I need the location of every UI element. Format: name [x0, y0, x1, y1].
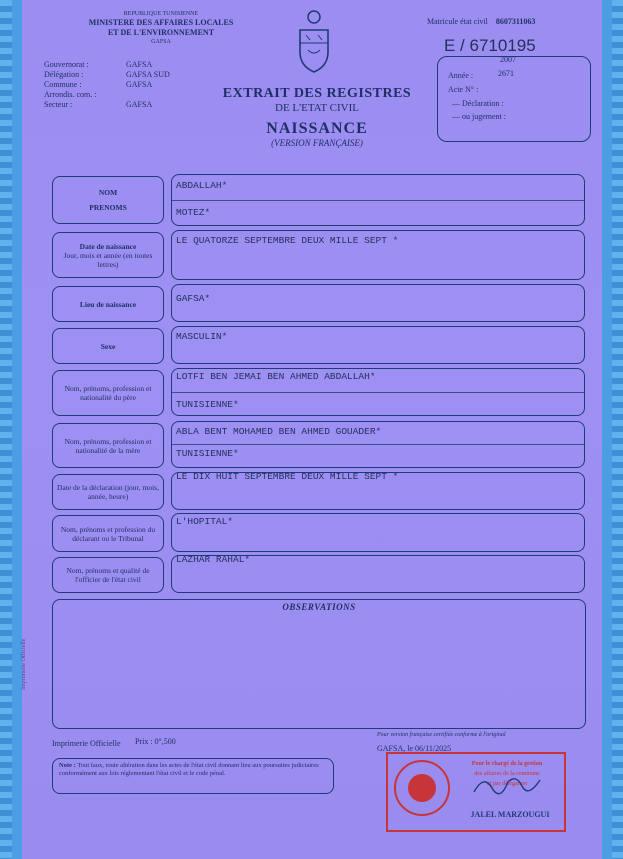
- signature-icon: [472, 770, 542, 800]
- imprimerie-label: Imprimerie Officielle: [52, 739, 121, 748]
- value-officier: LAZHAR RAHAL*: [171, 555, 585, 593]
- observations-box: [52, 599, 586, 729]
- declaration-label: — Déclaration :: [452, 99, 504, 108]
- label-officier: Nom, prénoms et qualité de l'officier de l'état civil: [52, 557, 164, 593]
- ministry-line2: ET DE L'ENVIRONNEMENT: [107, 28, 215, 37]
- field-secteur: Secteur : GAFSA: [44, 100, 153, 109]
- stamp-line2: des affaires de la commune: [474, 771, 540, 777]
- label-lieu-naissance: Lieu de naissance: [52, 286, 164, 322]
- signatory-name: JALEL MARZOUGUI: [470, 810, 550, 819]
- stamp-line3: et par délégation: [487, 781, 527, 787]
- label-declarant: Nom, prénoms et profession du déclarant ou le Tribunal: [52, 515, 164, 552]
- field-delegation: Délégation : GAFSA SUD: [44, 70, 170, 79]
- seal-icon: [394, 760, 450, 816]
- serial-number: E / 6710195: [444, 36, 536, 55]
- side-imprint: Imprimerie Officielle: [21, 638, 27, 690]
- value-lieu-naissance: GAFSA*: [171, 284, 585, 322]
- value-prenoms: MOTEZ*: [176, 207, 211, 218]
- title-extrait: EXTRAIT DES REGISTRES: [222, 86, 412, 101]
- matricule: [427, 11, 535, 29]
- value-sexe: MASCULIN*: [171, 326, 585, 364]
- field-arrondissement: Arrondis. com. :: [44, 90, 97, 99]
- prix-label: Prix : 0°,500: [135, 737, 176, 746]
- coat-of-arms-icon: [294, 8, 334, 78]
- label-nom-prenoms: NOM PRENOMS: [52, 176, 164, 224]
- field-gouvernorat: Gouvernorat : GAFSA: [44, 60, 153, 69]
- stamp-line1: Pour le chargé de la gestion: [471, 761, 543, 767]
- annee-value: 2007: [500, 55, 516, 64]
- title-etat-civil: DE L'ETAT CIVIL: [275, 102, 359, 114]
- certified-text: Pour version française certifiée conforme à l'original: [377, 732, 506, 738]
- matricule-value: 8607311063: [495, 17, 536, 26]
- label-sexe: Sexe: [52, 328, 164, 364]
- value-mere-nationalite: TUNISIENNE*: [176, 448, 239, 459]
- value-date-naissance: LE QUATORZE SEPTEMBRE DEUX MILLE SEPT *: [171, 230, 585, 280]
- republic-label: REPUBLIQUE TUNISIENNE: [123, 11, 199, 17]
- place-date: GAFSA, le 06/11/2025: [377, 744, 452, 753]
- note-label: Note :: [59, 762, 76, 769]
- value-mere: [171, 421, 585, 468]
- annee-label: Année :: [448, 71, 474, 80]
- title-naissance: NAISSANCE: [266, 120, 368, 137]
- ministry-line1: MINISTERE DES AFFAIRES LOCALES: [88, 18, 234, 27]
- value-declarant: L'HOPITAL*: [171, 513, 585, 552]
- value-nom: ABDALLAH*: [176, 180, 228, 191]
- label-pere: Nom, prénoms, profession et nationalité du père: [52, 370, 164, 416]
- value-mere-nom: ABLA BENT MOHAMED BEN AHMED GOUADER*: [176, 426, 382, 437]
- label-date-declaration: Date de la déclaration (jour, mois, année, heure): [52, 474, 164, 510]
- acte-box: [437, 56, 591, 142]
- acte-value: 2671: [498, 69, 514, 78]
- value-pere-nationalite: TUNISIENNE*: [176, 399, 239, 410]
- value-pere: [171, 368, 585, 416]
- value-pere-nom: LOTFI BEN JEMAI BEN AHMED ABDALLAH*: [176, 371, 376, 382]
- observations-title: OBSERVATIONS: [282, 602, 356, 612]
- acte-label: Acte N° :: [448, 85, 479, 94]
- jugement-label: — ou jugement :: [452, 112, 506, 121]
- title-version: (VERSION FRANÇAISE): [271, 138, 363, 148]
- note-box: [52, 758, 334, 794]
- label-mere: Nom, prénoms, profession et nationalité de la mère: [52, 423, 164, 468]
- note-text: Tout faux, toute altération dans les actes de l'état civil donnant lieu aux poursuites judiciaires conformément aux lois réglementant l'état civil et le code pénal.: [59, 762, 319, 777]
- matricule-label: Matricule état civil: [427, 17, 488, 26]
- header-left: [46, 10, 276, 46]
- top-value: GAFSA: [151, 39, 171, 45]
- value-date-declaration: LE DIX HUIT SEPTEMBRE DEUX MILLE SEPT *: [171, 472, 585, 510]
- value-nom-prenoms: [171, 174, 585, 226]
- certificate-sheet: [12, 0, 612, 859]
- label-date-naissance: Date de naissance Jour, mois et année (en toutes lettres): [52, 232, 164, 278]
- field-commune: Commune : GAFSA: [44, 80, 153, 89]
- title-block: [207, 86, 427, 148]
